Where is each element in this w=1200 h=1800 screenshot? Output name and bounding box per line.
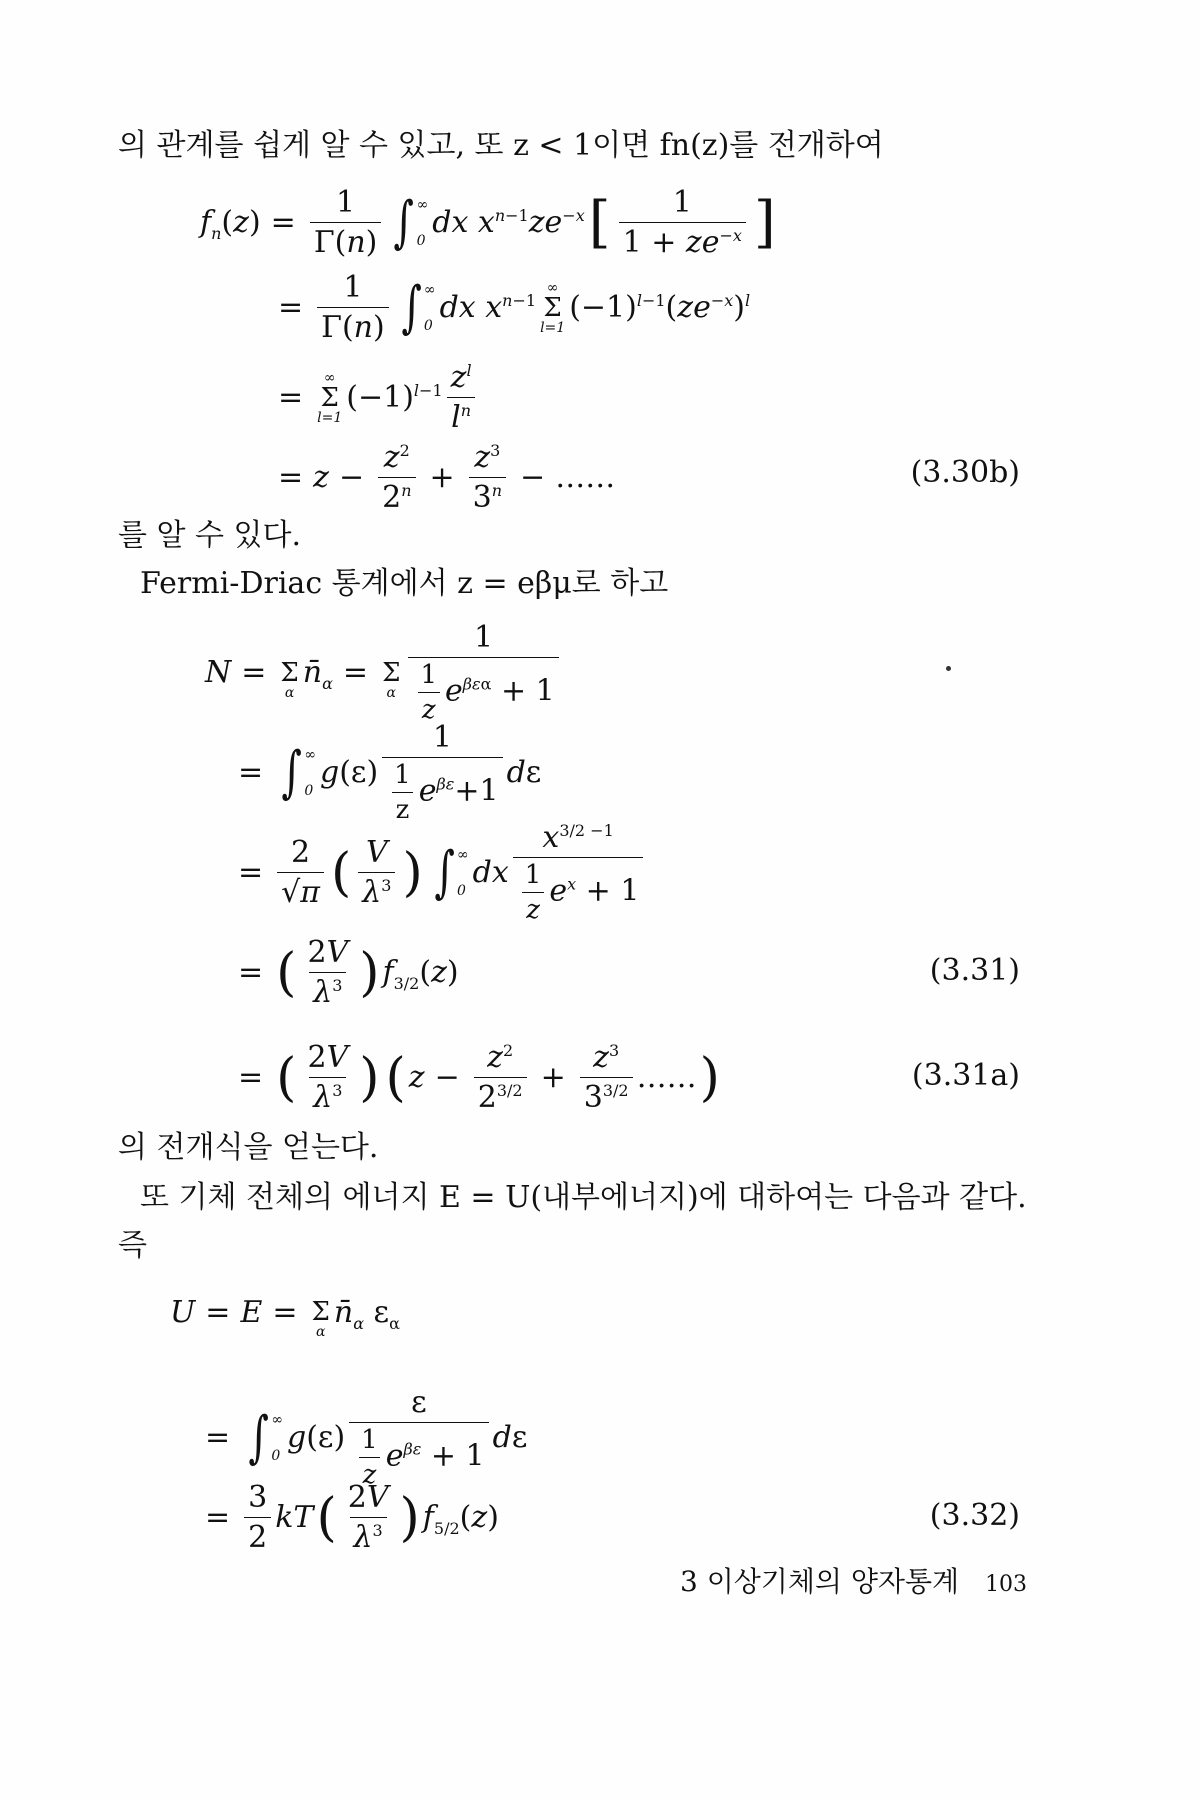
equation-N-series: = ( $\frac{2V}{\lambda^3}$ ) ( z − $\frac{z^2}{2^{3/2}}$ + $\frac{z^3}{3^{3/2}}$ …… ): [238, 1040, 720, 1115]
equation-U-f52: = $\frac{3}{2}$ kT ( $\frac{2V}{\lambda^3}$ ) $f_{5/2}(z)$: [205, 1480, 499, 1555]
equation-fn-integral: $f_n(z)$ = $\frac{1}{\Gamma(n)}$ ∫ ∞ 0 dx $x^{n-1}ze^{-x}$ [ $\frac{1}{1 + ze^{-x}}$ ]: [200, 185, 776, 260]
equation-U-integral: = ∫ ∞ 0 g(ε) ε $\frac{1}{z}$ $e^{\beta\varepsilon} + 1$ dε: [205, 1385, 528, 1490]
equation-number-3-32: (3.32): [929, 1498, 1020, 1533]
equation-number-3-31a: (3.31a): [911, 1058, 1020, 1093]
equation-U-sum: U = E = Σ α $n̄_\alpha$ $\varepsilon_\alpha$: [170, 1294, 400, 1340]
equation-N-f32: = ( $\frac{2V}{\lambda^3}$ ) $f_{3/2}(z)$: [238, 935, 459, 1010]
text-line-4: 의 전개식을 얻는다.: [118, 1130, 379, 1165]
stray-dot: [946, 666, 951, 671]
equation-fn-sum-integral: = $\frac{1}{\Gamma(n)}$ ∫ ∞ 0 dx $x^{n-1}$ ∞ Σ l=1 $(-1)^{l-1}(ze^{-x})^l$: [278, 270, 751, 345]
equation-N-integral: = ∫ ∞ 0 g(ε) 1 $\frac{1}{z}$ $e^{\beta\varepsilon}+1$ dε: [238, 720, 542, 825]
text-line-6: 즉: [118, 1228, 147, 1263]
text-line-2: 를 알 수 있다.: [118, 518, 302, 553]
page-footer: [680, 1560, 1027, 1600]
text-line-3: Fermi-Driac 통계에서 z = eβμ로 하고: [140, 566, 669, 601]
equation-N-dx: = $\frac{2}{√\pi}$ ( $\frac{V}{\lambda^3}$ ) ∫ ∞ 0 dx $x^{3/2 -1}$ $\frac{1}{z}$ $e^x + 1$: [228, 820, 647, 925]
equation-N-sum: N = Σ α $n̄_\alpha$ = Σ α 1 $\frac{1}{z}$ $e^{\beta\varepsilon\alpha} + 1$: [205, 620, 563, 725]
equation-number-3-31: (3.31): [929, 953, 1020, 988]
equation-fn-series: = ∞ Σ l=1 $(-1)^{l-1}$ $\frac{z^l}{l^n}$: [268, 360, 480, 435]
text-line-5: 또 기체 전체의 에너지 E = U(내부에너지)에 대하여는 다음과 같다.: [140, 1180, 1027, 1215]
page-number: 103: [985, 1572, 1028, 1597]
chapter-title: 3 이상기체의 양자통계: [680, 1565, 960, 1598]
equation-fn-expanded: = z − $\frac{z^2}{2^n}$ + $\frac{z^3}{3^n}$ − ……: [278, 440, 616, 515]
text-line-1: 의 관계를 쉽게 알 수 있고, 또 z < 1이면 fn(z)를 전개하여: [118, 128, 884, 163]
equation-number-3-30b: (3.30b): [910, 455, 1020, 490]
